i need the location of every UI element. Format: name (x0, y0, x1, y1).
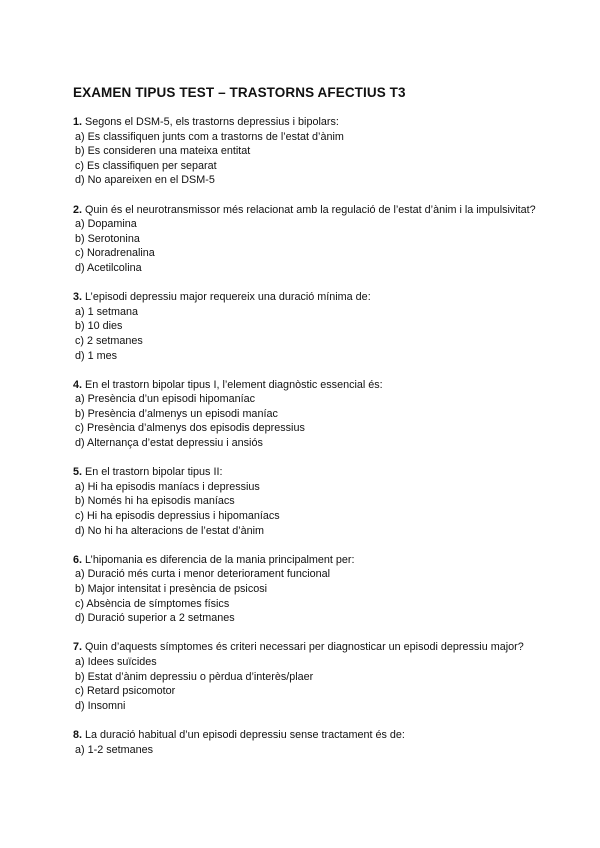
question-text (73, 553, 543, 568)
answer-options (73, 567, 543, 625)
answer-option: b) Major intensitat i presència de psicosi (75, 583, 268, 595)
answer-option: c) Retard psicomotor (75, 685, 176, 698)
answer-option: d) Insomni (75, 699, 126, 712)
answer-option: c) 2 setmanes (75, 334, 143, 347)
answer-option: d) Alternança d’estat depressiu i ansiós (75, 437, 263, 450)
question-text (73, 465, 543, 480)
answer-option: b) Serotonina (75, 232, 140, 245)
question-statement: Segons el DSM-5, els trastorns depressius i bipolars: (85, 116, 339, 128)
question-statement: En el trastorn bipolar tipus I, l’element diagnòstic essencial és: (85, 378, 383, 391)
question-number: 4. (73, 378, 83, 391)
answer-options (73, 217, 543, 275)
question-text (73, 640, 543, 655)
answer-options (73, 130, 543, 188)
question-number: 6. (73, 553, 83, 566)
answer-option: a) Idees suïcides (75, 655, 157, 668)
question-text (73, 728, 543, 743)
document-title: EXAMEN TIPUS TEST – TRASTORNS AFECTIUS T3 (73, 85, 406, 100)
question-list (73, 115, 543, 772)
question-5 (73, 465, 543, 538)
answer-options (73, 392, 543, 450)
question-3 (73, 290, 543, 363)
answer-option: c) Noradrenalina (75, 247, 155, 260)
question-number: 3. (73, 291, 83, 304)
question-statement: En el trastorn bipolar tipus II: (85, 466, 223, 479)
answer-option: b) Presència d’almenys un episodi maníac (75, 407, 278, 420)
answer-options (73, 480, 543, 538)
question-statement: L’hipomania es diferencia de la mania principalment per: (85, 553, 355, 566)
answer-option: d) No hi ha alteracions de l’estat d’ànim (75, 524, 265, 537)
question-1 (73, 115, 543, 188)
question-statement: La duració habitual d’un episodi depressiu sense tractament és de: (85, 728, 405, 741)
answer-option: b) Estat d’ànim depressiu o pèrdua d’interès/plaer (75, 670, 314, 683)
answer-options (73, 655, 543, 713)
answer-option: a) Duració més curta i menor deteriorament funcional (75, 568, 331, 581)
question-4 (73, 378, 543, 451)
answer-option: d) No apareixen en el DSM-5 (75, 174, 215, 187)
answer-option: b) Només hi ha episodis maníacs (75, 495, 235, 508)
question-statement: L’episodi depressiu major requereix una duració mínima de: (85, 291, 371, 304)
answer-option: d) Acetilcolina (75, 261, 142, 274)
answer-option: a) Hi ha episodis maníacs i depressius (75, 480, 260, 493)
answer-option: c) Absència de símptomes físics (75, 597, 230, 610)
answer-option: b) 10 dies (75, 320, 123, 333)
answer-option: c) Presència d’almenys dos episodis depressius (75, 422, 305, 435)
question-text (73, 378, 543, 393)
question-6 (73, 553, 543, 626)
answer-options (73, 743, 543, 758)
question-text (73, 290, 543, 305)
question-8 (73, 728, 543, 757)
question-text (73, 203, 543, 218)
question-number: 1. (73, 116, 83, 128)
answer-option: d) 1 mes (75, 349, 118, 362)
question-7 (73, 640, 543, 713)
answer-option: b) Es consideren una mateixa entitat (75, 145, 251, 158)
question-text (73, 115, 543, 130)
answer-option: a) Es classifiquen junts com a trastorns de l’estat d’ànim (75, 130, 344, 143)
answer-option: a) Dopamina (75, 218, 137, 231)
answer-option: a) 1 setmana (75, 305, 139, 318)
answer-option: c) Es classifiquen per separat (75, 159, 217, 172)
question-number: 8. (73, 728, 83, 741)
answer-option: a) Presència d’un episodi hipomaníac (75, 393, 256, 406)
answer-option: d) Duració superior a 2 setmanes (75, 612, 235, 625)
question-2 (73, 203, 543, 276)
answer-option: a) 1-2 setmanes (75, 743, 154, 756)
question-number: 5. (73, 466, 83, 479)
question-statement: Quin d’aquests símptomes és criteri necessari per diagnosticar un episodi depressiu major? (85, 641, 524, 654)
question-statement: Quin és el neurotransmissor més relacionat amb la regulació de l’estat d’ànim i la impulsivitat? (85, 203, 536, 216)
question-number: 7. (73, 641, 83, 654)
answer-option: c) Hi ha episodis depressius i hipomaníacs (75, 510, 280, 523)
answer-options (73, 305, 543, 363)
question-number: 2. (73, 203, 83, 216)
